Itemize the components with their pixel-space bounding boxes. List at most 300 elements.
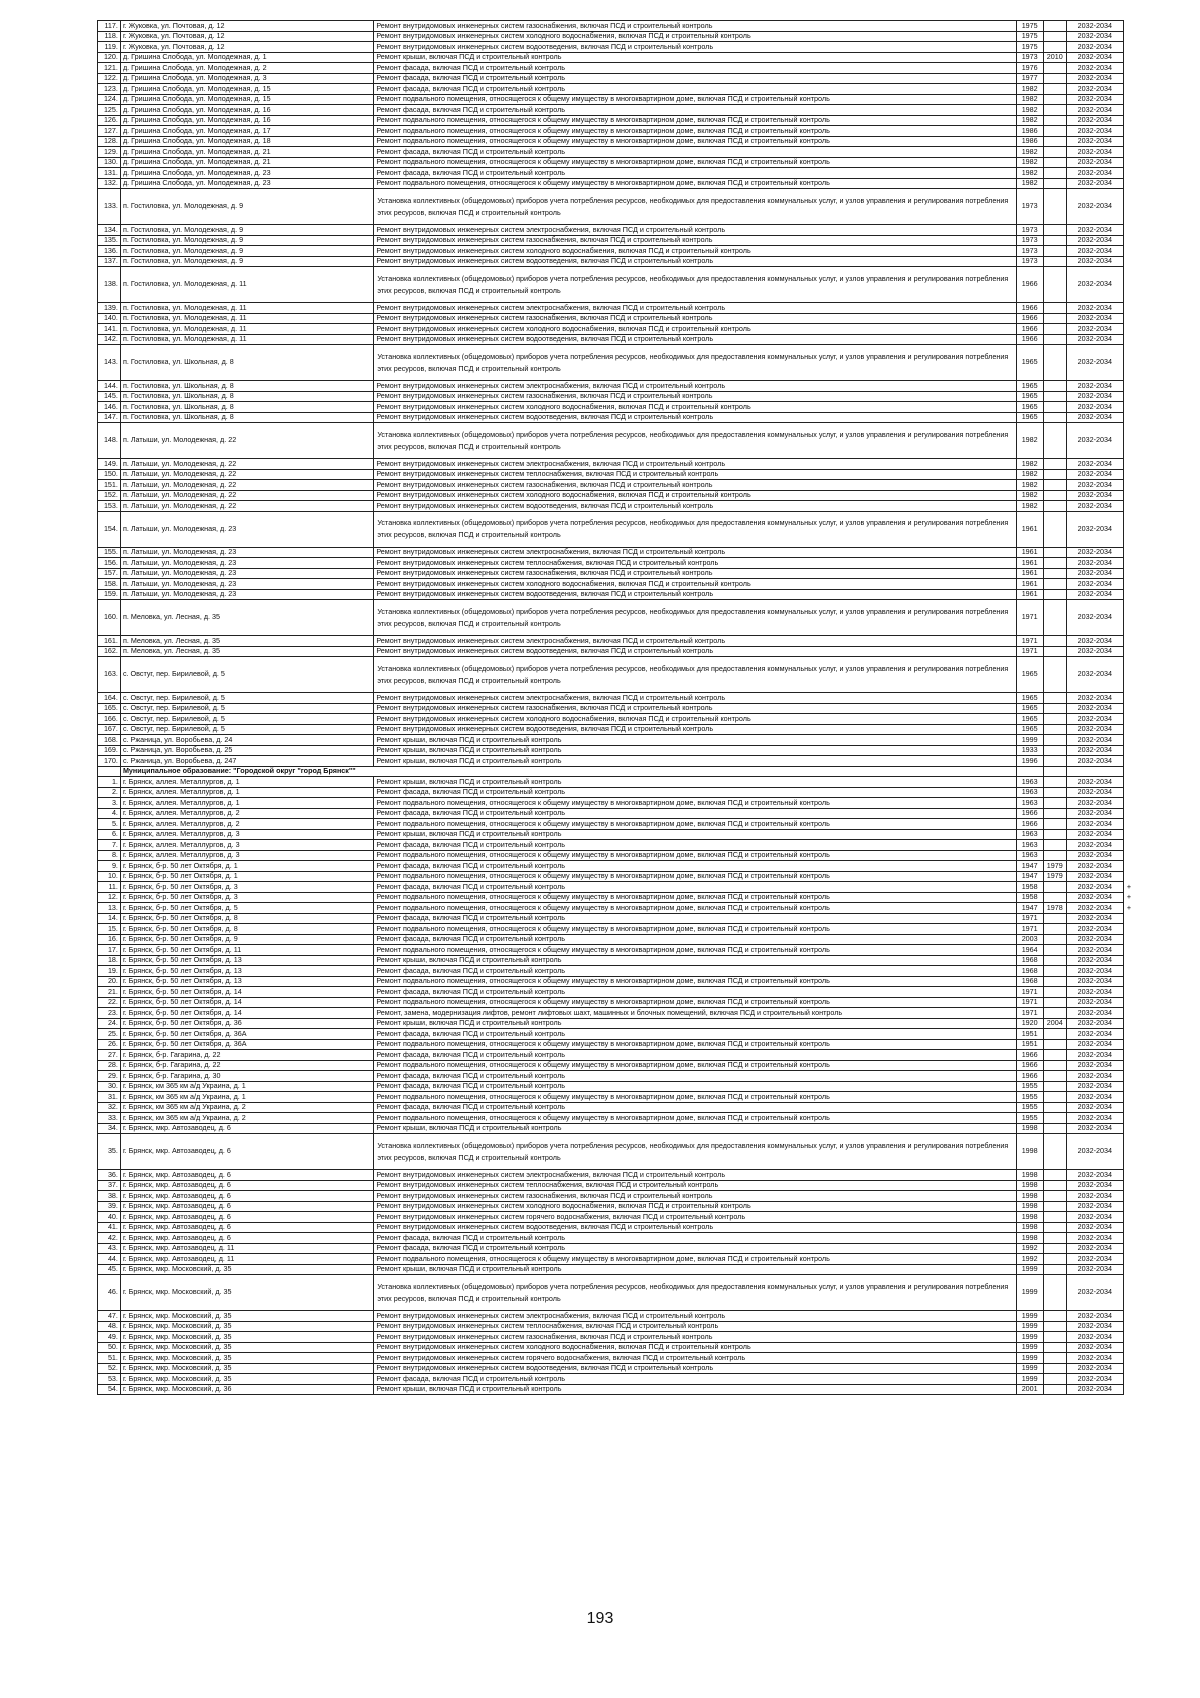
row-number: 36. (98, 1170, 121, 1181)
build-year-cell: 1999 (1016, 1374, 1043, 1385)
reconstruction-year-cell (1043, 589, 1066, 600)
address-cell: г. Брянск, б-р. Гагарина, д. 30 (120, 1071, 373, 1082)
reconstruction-year-cell (1043, 1353, 1066, 1364)
reconstruction-year-cell (1043, 819, 1066, 830)
work-type-cell: Ремонт внутридомовых инженерных систем газоснабжения, включая ПСД и строительный контроль (374, 703, 1016, 714)
mark-cell (1124, 178, 1134, 189)
build-year-cell: 1933 (1016, 745, 1043, 756)
row-number: 13. (98, 903, 121, 914)
address-cell: д. Гришина Слобода, ул. Молодежная, д. 3 (120, 73, 373, 84)
row-number: 50. (98, 1342, 121, 1353)
table-row (98, 1201, 1135, 1212)
reconstruction-year-cell (1043, 42, 1066, 53)
reconstruction-year-cell: 1979 (1043, 871, 1066, 882)
work-type-cell: Ремонт внутридомовых инженерных систем газоснабжения, включая ПСД и строительный контроль (374, 235, 1016, 246)
mark-cell (1124, 501, 1134, 512)
address-cell: п. Гостиловка, ул. Молодежная, д. 9 (120, 246, 373, 257)
row-number: 141. (98, 324, 121, 335)
table-row (98, 1170, 1135, 1181)
build-year-cell: 1963 (1016, 840, 1043, 851)
reconstruction-year-cell (1043, 313, 1066, 324)
build-year-cell: 1998 (1016, 1201, 1043, 1212)
mark-cell (1124, 913, 1134, 924)
planned-period-cell: 2032-2034 (1066, 1212, 1123, 1223)
build-year-cell: 1966 (1016, 1071, 1043, 1082)
reconstruction-year-cell (1043, 724, 1066, 735)
planned-period-cell: 2032-2034 (1066, 924, 1123, 935)
table-row (98, 1222, 1135, 1233)
reconstruction-year-cell (1043, 1123, 1066, 1134)
reconstruction-year-cell (1043, 997, 1066, 1008)
work-type-cell: Ремонт фасада, включая ПСД и строительный контроль (374, 861, 1016, 872)
planned-period-cell: 2032-2034 (1066, 657, 1123, 693)
planned-period-cell: 2032-2034 (1066, 735, 1123, 746)
planned-period-cell: 2032-2034 (1066, 94, 1123, 105)
mark-cell (1124, 861, 1134, 872)
row-number: 8. (98, 850, 121, 861)
mark-cell (1124, 73, 1134, 84)
address-cell: п. Гостиловка, ул. Молодежная, д. 9 (120, 225, 373, 236)
build-year-cell: 1966 (1016, 324, 1043, 335)
mark-cell (1124, 955, 1134, 966)
reconstruction-year-cell (1043, 945, 1066, 956)
mark-cell (1124, 21, 1134, 32)
table-row (98, 892, 1135, 903)
reconstruction-year-cell (1043, 808, 1066, 819)
row-number: 131. (98, 168, 121, 179)
build-year-cell: 1971 (1016, 600, 1043, 636)
reconstruction-year-cell (1043, 225, 1066, 236)
planned-period-cell: 2032-2034 (1066, 1342, 1123, 1353)
planned-period-cell: 2032-2034 (1066, 63, 1123, 74)
planned-period-cell: 2032-2034 (1066, 1321, 1123, 1332)
build-year-cell: 1971 (1016, 646, 1043, 657)
row-number: 166. (98, 714, 121, 725)
planned-period-cell: 2032-2034 (1066, 136, 1123, 147)
planned-period-cell: 2032-2034 (1066, 459, 1123, 470)
build-year-cell: 1976 (1016, 63, 1043, 74)
work-type-cell: Ремонт подвального помещения, относящегося к общему имуществу в многоквартирном доме, включая ПСД и строительный контроль (374, 126, 1016, 137)
row-number: 157. (98, 568, 121, 579)
work-type-cell: Ремонт крыши, включая ПСД и строительный контроль (374, 52, 1016, 63)
table-row (98, 94, 1135, 105)
row-number: 148. (98, 423, 121, 459)
mark-cell (1124, 1212, 1134, 1223)
reconstruction-year-cell (1043, 987, 1066, 998)
planned-period-cell: 2032-2034 (1066, 1275, 1123, 1311)
row-number: 52. (98, 1363, 121, 1374)
reconstruction-year-cell (1043, 1264, 1066, 1275)
address-cell: г. Жуковка, ул. Почтовая, д. 12 (120, 42, 373, 53)
table-row (98, 1212, 1135, 1223)
table-row (98, 225, 1135, 236)
row-number: 156. (98, 558, 121, 569)
work-type-cell: Ремонт подвального помещения, относящегося к общему имуществу в многоквартирном доме, включая ПСД и строительный контроль (374, 892, 1016, 903)
row-number: 133. (98, 189, 121, 225)
table-row (98, 1180, 1135, 1191)
reconstruction-year-cell (1043, 600, 1066, 636)
planned-period-cell: 2032-2034 (1066, 42, 1123, 53)
table-row (98, 469, 1135, 480)
table-row (98, 52, 1135, 63)
reconstruction-year-cell (1043, 777, 1066, 788)
reconstruction-year-cell (1043, 267, 1066, 303)
address-cell: п. Гостиловка, ул. Молодежная, д. 9 (120, 235, 373, 246)
mark-cell (1124, 189, 1134, 225)
mark-cell (1124, 157, 1134, 168)
work-type-cell: Ремонт подвального помещения, относящегося к общему имуществу в многоквартирном доме, включая ПСД и строительный контроль (374, 1254, 1016, 1265)
planned-period-cell: 2032-2034 (1066, 1134, 1123, 1170)
planned-period-cell: 2032-2034 (1066, 724, 1123, 735)
work-type-cell: Ремонт крыши, включая ПСД и строительный контроль (374, 756, 1016, 767)
reconstruction-year-cell (1043, 657, 1066, 693)
build-year-cell: 1958 (1016, 892, 1043, 903)
row-number: 53. (98, 1374, 121, 1385)
address-cell: г. Брянск, км 365 км а/д Украина, д. 1 (120, 1092, 373, 1103)
work-type-cell: Ремонт внутридомовых инженерных систем электроснабжения, включая ПСД и строительный контроль (374, 381, 1016, 392)
reconstruction-year-cell (1043, 147, 1066, 158)
work-type-cell: Ремонт внутридомовых инженерных систем холодного водоснабжения, включая ПСД и строительный контроль (374, 324, 1016, 335)
work-type-cell: Ремонт фасада, включая ПСД и строительный контроль (374, 808, 1016, 819)
reconstruction-year-cell (1043, 756, 1066, 767)
reconstruction-year-cell (1043, 334, 1066, 345)
row-number: 34. (98, 1123, 121, 1134)
table-row (98, 1311, 1135, 1322)
build-year-cell: 1982 (1016, 84, 1043, 95)
mark-cell (1124, 94, 1134, 105)
row-number: 164. (98, 693, 121, 704)
table-row (98, 657, 1135, 693)
work-type-cell: Установка коллективных (общедомовых) приборов учета потребления ресурсов, необходимых для предоставления коммунальных услуг, и узлов управления и регулирования потребления этих ресурсов, включая ПСД и строительный контроль (374, 600, 1016, 636)
mark-cell (1124, 1374, 1134, 1385)
work-type-cell: Ремонт фасада, включая ПСД и строительный контроль (374, 168, 1016, 179)
address-cell: г. Брянск, б-р. 50 лет Октября, д. 36А (120, 1029, 373, 1040)
build-year-cell: 1964 (1016, 945, 1043, 956)
build-year-cell: 1961 (1016, 579, 1043, 590)
table-row (98, 1191, 1135, 1202)
reconstruction-year-cell (1043, 235, 1066, 246)
mark-cell (1124, 1029, 1134, 1040)
work-type-cell: Ремонт фасада, включая ПСД и строительный контроль (374, 1029, 1016, 1040)
reconstruction-year-cell (1043, 1170, 1066, 1181)
planned-period-cell: 2032-2034 (1066, 469, 1123, 480)
address-cell: г. Брянск, б-р. 50 лет Октября, д. 1 (120, 861, 373, 872)
table-row (98, 1264, 1135, 1275)
reconstruction-year-cell (1043, 412, 1066, 423)
work-type-cell: Ремонт фасада, включая ПСД и строительный контроль (374, 966, 1016, 977)
work-type-cell: Ремонт внутридомовых инженерных систем холодного водоснабжения, включая ПСД и строительный контроль (374, 402, 1016, 413)
build-year-cell: 1947 (1016, 861, 1043, 872)
build-year-cell: 1986 (1016, 136, 1043, 147)
reconstruction-year-cell (1043, 511, 1066, 547)
address-cell: д. Гришина Слобода, ул. Молодежная, д. 16 (120, 115, 373, 126)
mark-cell: + (1124, 903, 1134, 914)
build-year-cell: 1998 (1016, 1212, 1043, 1223)
reconstruction-year-cell (1043, 381, 1066, 392)
row-number: 1. (98, 777, 121, 788)
mark-cell (1124, 1191, 1134, 1202)
reconstruction-year-cell (1043, 850, 1066, 861)
address-cell: п. Гостиловка, ул. Школьная, д. 8 (120, 345, 373, 381)
planned-period-cell: 2032-2034 (1066, 313, 1123, 324)
reconstruction-year-cell (1043, 1039, 1066, 1050)
row-number: 136. (98, 246, 121, 257)
mark-cell (1124, 391, 1134, 402)
planned-period-cell: 2032-2034 (1066, 1233, 1123, 1244)
table-row (98, 840, 1135, 851)
table-row (98, 105, 1135, 116)
address-cell: г. Брянск, б-р. Гагарина, д. 22 (120, 1060, 373, 1071)
reconstruction-year-cell: 1979 (1043, 861, 1066, 872)
planned-period-cell: 2032-2034 (1066, 334, 1123, 345)
planned-period-cell: 2032-2034 (1066, 1113, 1123, 1124)
planned-period-cell: 2032-2034 (1066, 511, 1123, 547)
work-type-cell: Ремонт внутридомовых инженерных систем водоотведения, включая ПСД и строительный контроль (374, 724, 1016, 735)
work-type-cell: Ремонт внутридомовых инженерных систем водоотведения, включая ПСД и строительный контроль (374, 646, 1016, 657)
work-type-cell: Ремонт фасада, включая ПСД и строительный контроль (374, 787, 1016, 798)
address-cell: г. Брянск, мкр. Московский, д. 35 (120, 1374, 373, 1385)
table-row (98, 1123, 1135, 1134)
mark-cell (1124, 469, 1134, 480)
build-year-cell: 1982 (1016, 178, 1043, 189)
mark-cell (1124, 724, 1134, 735)
reconstruction-year-cell (1043, 1029, 1066, 1040)
planned-period-cell: 2032-2034 (1066, 189, 1123, 225)
planned-period-cell: 2032-2034 (1066, 345, 1123, 381)
build-year-cell: 1961 (1016, 511, 1043, 547)
work-type-cell: Ремонт крыши, включая ПСД и строительный контроль (374, 777, 1016, 788)
build-year-cell: 1971 (1016, 987, 1043, 998)
work-type-cell: Ремонт внутридомовых инженерных систем водоотведения, включая ПСД и строительный контроль (374, 256, 1016, 267)
address-cell: д. Гришина Слобода, ул. Молодежная, д. 23 (120, 168, 373, 179)
address-cell: г. Жуковка, ул. Почтовая, д. 12 (120, 21, 373, 32)
row-number: 33. (98, 1113, 121, 1124)
mark-cell (1124, 1384, 1134, 1395)
row-number: 170. (98, 756, 121, 767)
work-type-cell: Установка коллективных (общедомовых) приборов учета потребления ресурсов, необходимых для предоставления коммунальных услуг, и узлов управления и регулирования потребления этих ресурсов, включая ПСД и строительный контроль (374, 657, 1016, 693)
planned-period-cell: 2032-2034 (1066, 892, 1123, 903)
table-row (98, 21, 1135, 32)
reconstruction-year-cell (1043, 1050, 1066, 1061)
reconstruction-year-cell (1043, 1008, 1066, 1019)
table-row (98, 850, 1135, 861)
build-year-cell: 1998 (1016, 1134, 1043, 1170)
work-type-cell: Ремонт фасада, включая ПСД и строительный контроль (374, 1374, 1016, 1385)
table-row (98, 412, 1135, 423)
planned-period-cell: 2032-2034 (1066, 1180, 1123, 1191)
mark-cell (1124, 412, 1134, 423)
work-type-cell: Ремонт фасада, включая ПСД и строительный контроль (374, 934, 1016, 945)
table-row (98, 636, 1135, 647)
mark-cell (1124, 636, 1134, 647)
row-number: 29. (98, 1071, 121, 1082)
table-row (98, 334, 1135, 345)
build-year-cell: 1999 (1016, 1342, 1043, 1353)
build-year-cell: 1965 (1016, 693, 1043, 704)
build-year-cell: 1982 (1016, 469, 1043, 480)
row-number: 143. (98, 345, 121, 381)
work-type-cell: Ремонт внутридомовых инженерных систем теплоснабжения, включая ПСД и строительный контроль (374, 469, 1016, 480)
planned-period-cell: 2032-2034 (1066, 840, 1123, 851)
table-row (98, 189, 1135, 225)
address-cell: д. Гришина Слобода, ул. Молодежная, д. 15 (120, 94, 373, 105)
table-row (98, 84, 1135, 95)
row-number: 15. (98, 924, 121, 935)
reconstruction-year-cell (1043, 829, 1066, 840)
table-row (98, 381, 1135, 392)
row-number: 51. (98, 1353, 121, 1364)
mark-cell (1124, 1353, 1134, 1364)
work-type-cell: Ремонт фасада, включая ПСД и строительный контроль (374, 882, 1016, 893)
mark-cell: + (1124, 882, 1134, 893)
build-year-cell: 1951 (1016, 1039, 1043, 1050)
mark-cell (1124, 808, 1134, 819)
table-row (98, 924, 1135, 935)
planned-period-cell: 2032-2034 (1066, 490, 1123, 501)
planned-period-cell: 2032-2034 (1066, 589, 1123, 600)
row-number: 43. (98, 1243, 121, 1254)
planned-period-cell: 2032-2034 (1066, 579, 1123, 590)
planned-period-cell: 2032-2034 (1066, 157, 1123, 168)
planned-period-cell: 2032-2034 (1066, 913, 1123, 924)
row-number: 28. (98, 1060, 121, 1071)
work-type-cell: Ремонт подвального помещения, относящегося к общему имуществу в многоквартирном доме, включая ПСД и строительный контроль (374, 924, 1016, 935)
work-type-cell: Ремонт подвального помещения, относящегося к общему имуществу в многоквартирном доме, включая ПСД и строительный контроль (374, 976, 1016, 987)
mark-cell (1124, 52, 1134, 63)
work-type-cell: Ремонт внутридомовых инженерных систем газоснабжения, включая ПСД и строительный контроль (374, 391, 1016, 402)
mark-cell (1124, 945, 1134, 956)
row-number: 120. (98, 52, 121, 63)
address-cell: п. Меловка, ул. Лесная, д. 35 (120, 646, 373, 657)
reconstruction-year-cell (1043, 1254, 1066, 1265)
table-row (98, 913, 1135, 924)
build-year-cell: 1982 (1016, 459, 1043, 470)
table-row (98, 976, 1135, 987)
table-row (98, 646, 1135, 657)
mark-cell (1124, 1233, 1134, 1244)
planned-period-cell: 2032-2034 (1066, 703, 1123, 714)
build-year-cell: 1965 (1016, 391, 1043, 402)
row-number: 23. (98, 1008, 121, 1019)
build-year-cell: 1965 (1016, 345, 1043, 381)
table-row (98, 777, 1135, 788)
work-type-cell: Установка коллективных (общедомовых) приборов учета потребления ресурсов, необходимых для предоставления коммунальных услуг, и узлов управления и регулирования потребления этих ресурсов, включая ПСД и строительный контроль (374, 511, 1016, 547)
address-cell: г. Брянск, б-р. 50 лет Октября, д. 14 (120, 987, 373, 998)
reconstruction-year-cell (1043, 882, 1066, 893)
reconstruction-year-cell (1043, 703, 1066, 714)
build-year-cell: 1966 (1016, 819, 1043, 830)
reconstruction-year-cell (1043, 391, 1066, 402)
planned-period-cell: 2032-2034 (1066, 1243, 1123, 1254)
mark-cell (1124, 1008, 1134, 1019)
row-number: 24. (98, 1018, 121, 1029)
work-type-cell: Ремонт внутридомовых инженерных систем водоотведения, включая ПСД и строительный контроль (374, 1222, 1016, 1233)
mark-cell (1124, 511, 1134, 547)
table-row (98, 745, 1135, 756)
planned-period-cell: 2032-2034 (1066, 934, 1123, 945)
address-cell: г. Брянск, аллея. Металлургов, д. 3 (120, 840, 373, 851)
work-type-cell: Ремонт подвального помещения, относящегося к общему имуществу в многоквартирном доме, включая ПСД и строительный контроль (374, 1113, 1016, 1124)
build-year-cell: 1971 (1016, 997, 1043, 1008)
mark-cell (1124, 558, 1134, 569)
address-cell: г. Брянск, б-р. Гагарина, д. 22 (120, 1050, 373, 1061)
planned-period-cell: 2032-2034 (1066, 1018, 1123, 1029)
table-row (98, 1071, 1135, 1082)
reconstruction-year-cell (1043, 459, 1066, 470)
work-type-cell: Ремонт фасада, включая ПСД и строительный контроль (374, 73, 1016, 84)
reconstruction-year-cell (1043, 798, 1066, 809)
mark-cell (1124, 1081, 1134, 1092)
reconstruction-year-cell (1043, 1363, 1066, 1374)
work-type-cell: Ремонт подвального помещения, относящегося к общему имуществу в многоквартирном доме, включая ПСД и строительный контроль (374, 798, 1016, 809)
row-number: 129. (98, 147, 121, 158)
address-cell: п. Меловка, ул. Лесная, д. 35 (120, 600, 373, 636)
build-year-cell: 1955 (1016, 1081, 1043, 1092)
reconstruction-year-cell (1043, 1071, 1066, 1082)
work-type-cell: Ремонт внутридомовых инженерных систем теплоснабжения, включая ПСД и строительный контроль (374, 558, 1016, 569)
row-number: 35. (98, 1134, 121, 1170)
row-number: 119. (98, 42, 121, 53)
work-type-cell: Ремонт крыши, включая ПСД и строительный контроль (374, 735, 1016, 746)
reconstruction-year-cell (1043, 157, 1066, 168)
address-cell: п. Латыши, ул. Молодежная, д. 23 (120, 568, 373, 579)
row-number: 158. (98, 579, 121, 590)
mark-cell (1124, 126, 1134, 137)
table-row (98, 735, 1135, 746)
planned-period-cell: 2032-2034 (1066, 955, 1123, 966)
planned-period-cell: 2032-2034 (1066, 693, 1123, 704)
build-year-cell: 1963 (1016, 787, 1043, 798)
mark-cell (1124, 703, 1134, 714)
planned-period-cell: 2032-2034 (1066, 1029, 1123, 1040)
table-row (98, 1243, 1135, 1254)
address-cell: г. Брянск, б-р. 50 лет Октября, д. 11 (120, 945, 373, 956)
reconstruction-year-cell (1043, 976, 1066, 987)
build-year-cell: 1961 (1016, 547, 1043, 558)
address-cell: д. Гришина Слобода, ул. Молодежная, д. 18 (120, 136, 373, 147)
work-type-cell: Ремонт фасада, включая ПСД и строительный контроль (374, 913, 1016, 924)
mark-cell (1124, 871, 1134, 882)
planned-period-cell: 2032-2034 (1066, 1384, 1123, 1395)
planned-period-cell: 2032-2034 (1066, 1254, 1123, 1265)
build-year-cell: 1975 (1016, 42, 1043, 53)
mark-cell (1124, 459, 1134, 470)
table-row (98, 714, 1135, 725)
row-number: 118. (98, 31, 121, 42)
address-cell: п. Гостиловка, ул. Школьная, д. 8 (120, 381, 373, 392)
planned-period-cell: 2032-2034 (1066, 714, 1123, 725)
planned-period-cell: 2032-2034 (1066, 1374, 1123, 1385)
table-row (98, 829, 1135, 840)
reconstruction-year-cell (1043, 1113, 1066, 1124)
work-type-cell: Ремонт внутридомовых инженерных систем водоотведения, включая ПСД и строительный контроль (374, 1363, 1016, 1374)
table-row (98, 703, 1135, 714)
address-cell: г. Брянск, аллея. Металлургов, д. 1 (120, 777, 373, 788)
work-type-cell: Ремонт фасада, включая ПСД и строительный контроль (374, 1243, 1016, 1254)
address-cell: п. Латыши, ул. Молодежная, д. 22 (120, 469, 373, 480)
address-cell: п. Латыши, ул. Молодежная, д. 23 (120, 558, 373, 569)
table-row (98, 1342, 1135, 1353)
row-number: 44. (98, 1254, 121, 1265)
row-number: 130. (98, 157, 121, 168)
table-row (98, 934, 1135, 945)
mark-cell (1124, 1180, 1134, 1191)
table-row (98, 147, 1135, 158)
reconstruction-year-cell (1043, 136, 1066, 147)
reconstruction-year-cell (1043, 745, 1066, 756)
row-number: 165. (98, 703, 121, 714)
reconstruction-year-cell (1043, 189, 1066, 225)
